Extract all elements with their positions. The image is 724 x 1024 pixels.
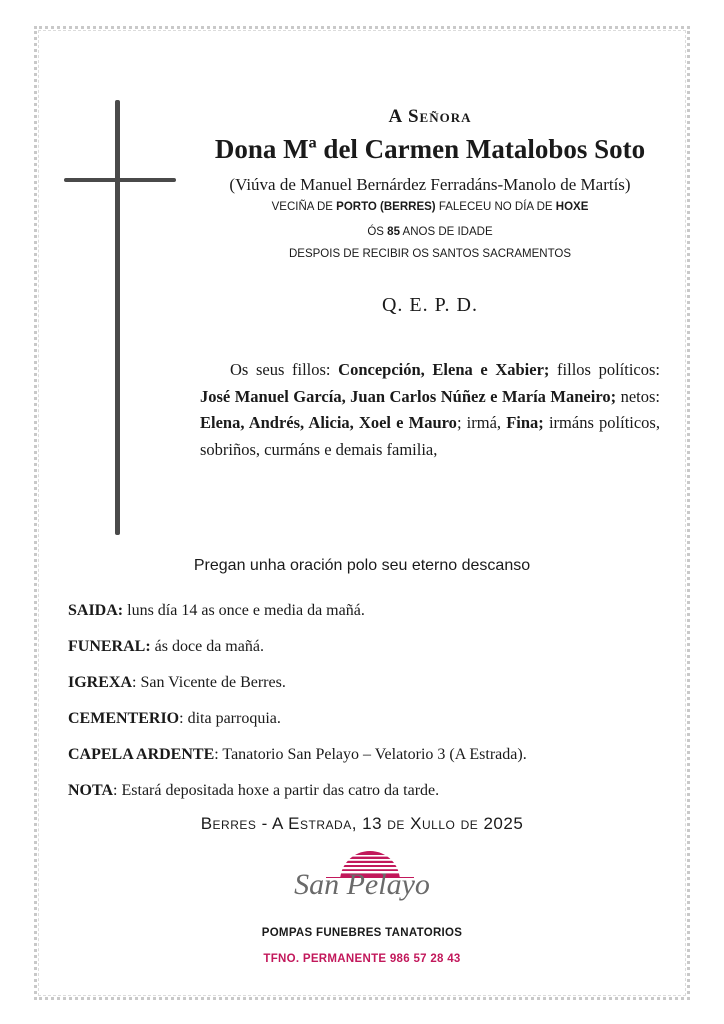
widow-of: (Viúva de Manuel Bernárdez Ferradáns-Manolo de Martís): [229, 175, 631, 194]
residence-prefix: VECIÑA DE: [271, 201, 337, 213]
company-phone: TFNO. PERMANENTE 986 57 28 43: [263, 953, 461, 965]
prayer-line: Pregan unha oración polo seu eterno descanso: [193, 557, 531, 574]
detail-label: SAIDA:: [68, 602, 124, 619]
detail-value: : Estará depositada hoxe a partir das catro da tarde.: [113, 782, 440, 799]
children-label: Os seus fillos:: [230, 360, 339, 379]
cross-horizontal-bar: [64, 178, 176, 182]
deceased-name: Dona Mª del Carmen Matalobos Soto: [214, 134, 646, 164]
detail-value: ás doce da mañá.: [150, 638, 264, 655]
detail-value: : San Vicente de Berres.: [132, 674, 286, 691]
age-prefix: ÓS: [367, 226, 388, 238]
detail-row-funeral: [68, 636, 668, 672]
residence-line: [200, 201, 660, 213]
service-details: [68, 600, 668, 816]
family-rest: irmáns políticos, sobriños, curmáns e demais familia,: [200, 413, 660, 459]
residence-day: HOXE: [555, 201, 589, 213]
detail-row-cementerio: [68, 708, 668, 744]
honorific: A Señora: [388, 106, 472, 127]
detail-row-igrexa: [68, 672, 668, 708]
detail-label: IGREXA: [68, 674, 133, 691]
age-suffix: ANOS DE IDADE: [399, 226, 493, 238]
children-names: Concepción, Elena e Xabier;: [338, 360, 550, 379]
sister-label: ; irmá,: [456, 413, 507, 432]
family-paragraph: [200, 357, 660, 463]
grandchildren-names: Elena, Andrés, Alicia, Xoel e Mauro: [200, 413, 457, 432]
age-years: 85: [387, 226, 400, 238]
sister-name: Fina;: [506, 413, 544, 432]
detail-row-nota: [68, 780, 668, 816]
inlaws-label: fillos políticos:: [549, 360, 660, 379]
cross-vertical-bar: [115, 100, 120, 535]
inlaws-names: José Manuel García, Juan Carlos Núñez e María Maneiro;: [200, 386, 617, 406]
company-logo-text: San Pelayo: [294, 868, 430, 901]
qepd: Q. E. P. D.: [381, 294, 478, 316]
detail-label: FUNERAL:: [68, 638, 151, 655]
detail-label: CEMENTERIO: [68, 710, 180, 727]
residence-place: PORTO (BERRES): [336, 201, 436, 213]
sacraments-line: DESPOIS DE RECIBIR OS SANTOS SACRAMENTOS: [288, 248, 572, 260]
detail-row-saida: [68, 600, 668, 636]
place-date: Berres - A Estrada, 13 de Xullo de 2025: [200, 814, 524, 833]
detail-value: : Tanatorio San Pelayo – Velatorio 3 (A Estrada).: [214, 746, 527, 763]
grandchildren-label: netos:: [616, 386, 660, 406]
company-name: POMPAS FUNEBRES TANATORIOS: [261, 927, 463, 939]
detail-label: CAPELA ARDENTE: [68, 746, 215, 763]
detail-value: luns día 14 as once e media da mañá.: [123, 602, 365, 619]
detail-row-capela: [68, 744, 668, 780]
age-line: [200, 226, 660, 238]
detail-label: NOTA: [68, 782, 114, 799]
detail-value: : dita parroquia.: [179, 710, 281, 727]
residence-middle: FALECEU NO DÍA DE: [435, 201, 556, 213]
